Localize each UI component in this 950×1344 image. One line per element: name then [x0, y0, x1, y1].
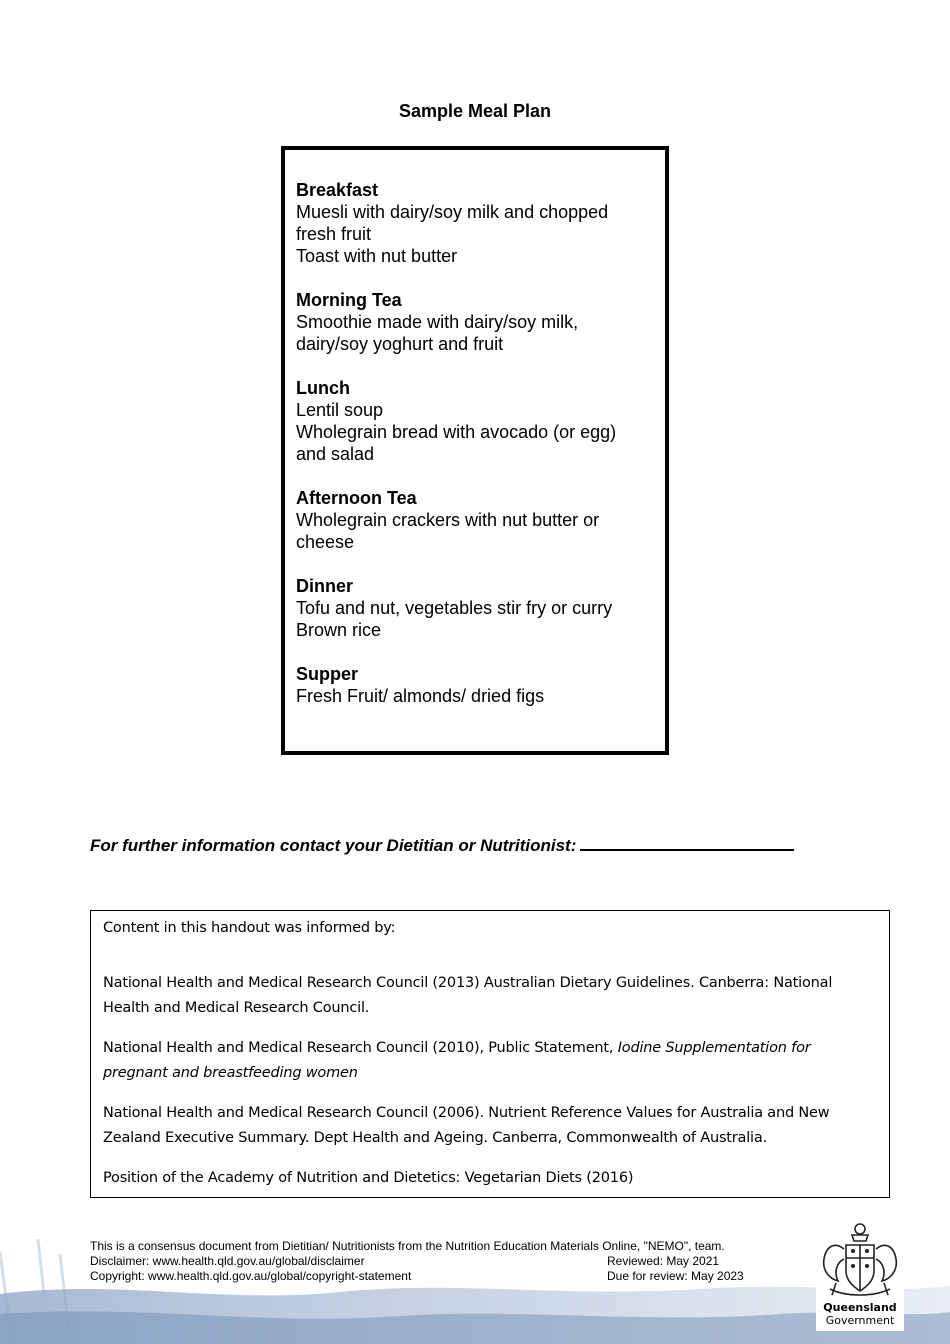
meal-morning-tea — [296, 289, 665, 355]
footer-review-due-date: Due for review: May 2023 — [607, 1269, 744, 1283]
coat-of-arms-icon — [816, 1219, 904, 1301]
meal-heading: Lunch — [296, 378, 350, 398]
meal-line: Fresh Fruit/ almonds/ dried figs — [296, 686, 545, 706]
meal-heading: Afternoon Tea — [296, 488, 417, 508]
meal-afternoon-tea — [296, 487, 665, 553]
meal-heading: Supper — [296, 664, 359, 684]
meal-line: Wholegrain bread with avocado (or egg) — [296, 422, 617, 442]
contact-text: For further information contact your Dietitian or Nutritionist: — [90, 836, 577, 855]
logo-queensland-text: Queensland — [823, 1301, 897, 1314]
meal-line: Toast with nut butter — [296, 246, 458, 266]
references-heading: Content in this handout was informed by: — [103, 920, 396, 936]
references-box — [90, 910, 890, 1198]
meal-line: dairy/soy yoghurt and fruit — [296, 334, 504, 354]
reference-item — [103, 1036, 877, 1086]
meal-heading: Morning Tea — [296, 290, 402, 310]
page-title: Sample Meal Plan — [398, 101, 552, 121]
meal-plan-box — [281, 146, 669, 755]
meal-line: Wholegrain crackers with nut butter or — [296, 510, 600, 530]
meal-heading: Breakfast — [296, 180, 379, 200]
reference-item: Position of the Academy of Nutrition and Dietetics: Vegetarian Diets (2016) — [103, 1170, 634, 1186]
meal-line: Tofu and nut, vegetables stir fry or curry — [296, 598, 613, 618]
contact-line — [90, 835, 850, 856]
meal-line: cheese — [296, 532, 355, 552]
reference-title: Iodine Supplementation for pregnant and breastfeeding women — [103, 1040, 811, 1081]
meal-lunch — [296, 377, 665, 465]
contact-blank-field[interactable] — [580, 835, 794, 851]
meal-breakfast — [296, 179, 665, 267]
queensland-government-logo — [816, 1219, 904, 1331]
footer-reviewed-date: Reviewed: May 2021 — [607, 1254, 720, 1268]
meal-line: Lentil soup — [296, 400, 384, 420]
footer-disclaimer-link[interactable]: Disclaimer: www.health.qld.gov.au/global/disclaimer — [90, 1254, 365, 1268]
meal-heading: Dinner — [296, 576, 354, 596]
meal-supper — [296, 663, 665, 707]
meal-line: Smoothie made with dairy/soy milk, — [296, 312, 579, 332]
footer — [90, 1239, 790, 1284]
meal-line: Muesli with dairy/soy milk and chopped — [296, 202, 609, 222]
meal-line: Brown rice — [296, 620, 382, 640]
meal-line: fresh fruit — [296, 224, 372, 244]
footer-copyright-link[interactable]: Copyright: www.health.qld.gov.au/global/copyright-statement — [90, 1269, 412, 1283]
meal-dinner — [296, 575, 665, 641]
meal-line: and salad — [296, 444, 375, 464]
footer-consensus-text: This is a consensus document from Dietitian/ Nutritionists from the Nutrition Education Materials Online, "NEMO", team. — [90, 1239, 725, 1253]
reference-item: National Health and Medical Research Council (2013) Australian Dietary Guidelines. Canberra: National Health and Medical Research Council. — [103, 975, 833, 1016]
logo-government-text: Government — [825, 1314, 895, 1327]
reference-text: National Health and Medical Research Council (2010), Public Statement, — [103, 1040, 618, 1056]
reference-item: National Health and Medical Research Council (2006). Nutrient Reference Values for Australia and New Zealand Executive Summary. Dept Health and Ageing. Canberra, Commonwealth of Australia. — [103, 1105, 830, 1146]
